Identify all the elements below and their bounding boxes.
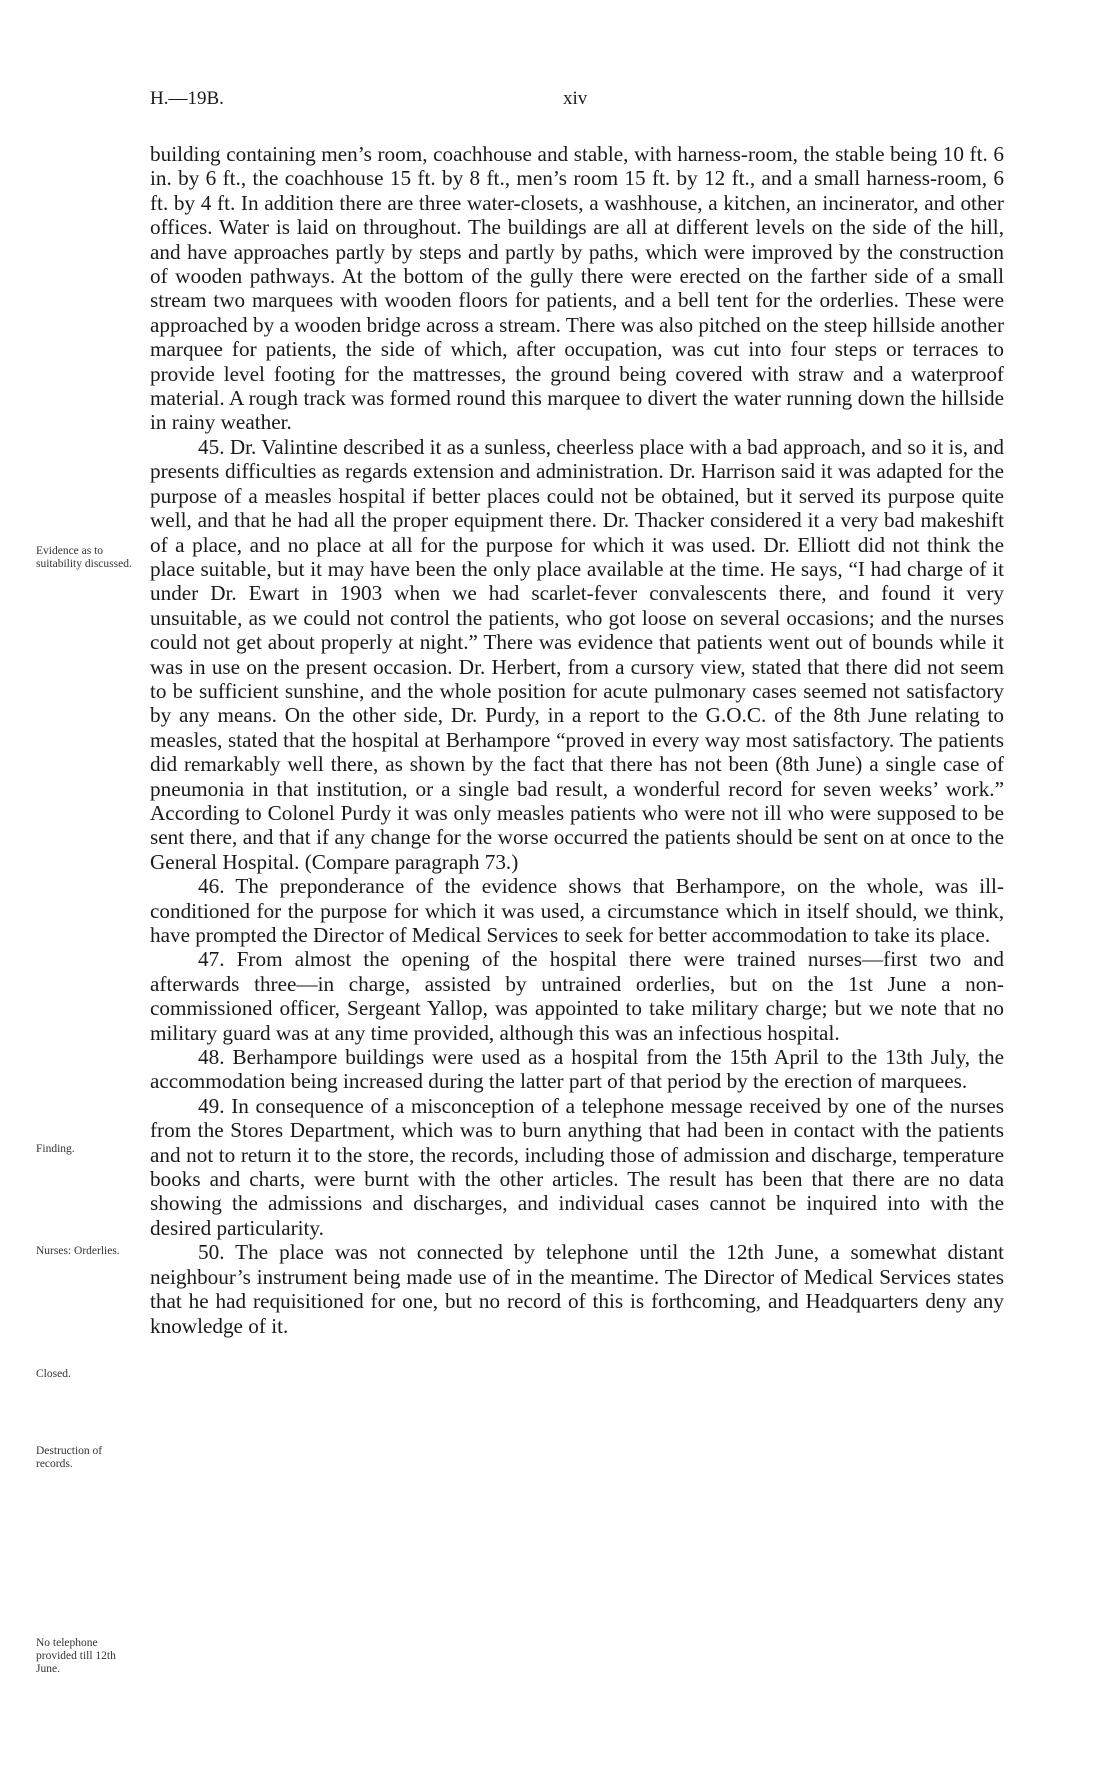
paragraph-49: 49. In consequence of a misconception of a telephone message received by one of the nurses from the Stores Department, which was to burn anything that had been in contact with the patients and not to return it to the store, the records, including those of admission and discharge, temperature books and charts, were burnt with the other articles. The result has been that there are no data showing the admissions and discharges, and individual cases cannot be inquired into with the desired particularity.: [150, 1093, 1004, 1240]
margin-note-finding: Finding.: [36, 1143, 75, 1155]
paragraph-48: 48. Berhampore buildings were used as a hospital from the 15th April to the 13th July, the accommodation being increased during the latter part of that period by the erection of marquees.: [150, 1045, 1004, 1094]
page-header: [0, 88, 1114, 122]
margin-note-records: Destruction of records.: [36, 1445, 103, 1470]
paragraph-50: 50. The place was not connected by telephone until the 12th June, a somewhat distant neighbour’s instrument being made use of in the meantime. The Director of Medical Services states that he had requisitioned for one, but no record of this is forthcoming, and Headquarters deny any knowledge of it.: [150, 1240, 1004, 1338]
paragraph-47: 47. From almost the opening of the hospital there were trained nurses—first two and afterwards three—in charge, assisted by untrained orderlies, but on the 1st June a non-commissioned officer, Sergeant Yallop, was appointed to take military charge; but we note that no military guard was at any time provided, although this was an infectious hospital.: [150, 947, 1004, 1045]
body-text: [150, 142, 1004, 1338]
paragraph-46: 46. The preponderance of the evidence shows that Berhampore, on the whole, was ill-conditioned for the purpose for which it was used, a circumstance which in itself should, we think, have prompted the Director of Medical Services to seek for better accommodation to take its place.: [150, 874, 1004, 947]
paragraph-45: 45. Dr. Valintine described it as a sunless, cheerless place with a bad approach, and so it is, and presents difficulties as regards extension and administration. Dr. Harrison said it was adapted for the purpose of a measles hospital if better places could not be obtained, but it served its purpose quite well, and that he had all the proper equipment there. Dr. Thacker considered it a very bad makeshift of a place, and no place at all for the purpose for which it was used. Dr. Elliott did not think the place suitable, but it may have been the only place available at the time. He says, “I had charge of it under Dr. Ewart in 1903 when we had scarlet-fever convalescents there, and found it very unsuitable, as we could not control the patients, who got loose on several occasions; and the nurses could not get about properly at night.” There was evidence that patients went out of bounds while it was in use on the present occasion. Dr. Herbert, from a cursory view, stated that there did not seem to be sufficient sunshine, and the whole position for acute pulmonary cases seemed not satisfactory by any means. On the other side, Dr. Purdy, in a report to the G.O.C. of the 8th June relating to measles, stated that the hospital at Berhampore “proved in every way most satisfactory. The patients did remarkably well there, as shown by the fact that there has not been (8th June) a single case of pneumonia in that institution, or a single bad result, a wonderful record for seven weeks’ work.” According to Colonel Purdy it was only measles patients who were not ill who were supposed to be sent there, and that if any change for the worse occurred the patients should be sent on at once to the General Hospital. (Compare paragraph 73.): [150, 434, 1004, 874]
margin-note-nurses: Nurses: Orderlies.: [36, 1245, 120, 1257]
margin-note-telephone: No telephone provided till 12th June.: [36, 1637, 116, 1675]
margin-note-evidence: Evidence as to suitability discussed.: [36, 545, 132, 570]
margin-note-closed: Closed.: [36, 1368, 71, 1380]
page-number: xiv: [563, 88, 588, 109]
document-code: H.—19B.: [150, 88, 224, 109]
paragraph-continued: building containing men’s room, coachhouse and stable, with harness-room, the stable being 10 ft. 6 in. by 6 ft., the coachhouse 15 ft. by 8 ft., men’s room 15 ft. by 12 ft., and a small harness-room, 6 ft. by 4 ft. In addition there are three water-closets, a washhouse, a kitchen, an incinerator, and other offices. Water is laid on throughout. The buildings are all at different levels on the side of the hill, and have approaches partly by steps and partly by paths, which were improved by the construction of wooden pathways. At the bottom of the gully there were erected on the farther side of a small stream two marquees with wooden floors for patients, and a bell tent for the orderlies. These were approached by a wooden bridge across a stream. There was also pitched on the steep hillside another marquee for patients, the side of which, after occupation, was cut into four steps or terraces to provide level footing for the mattresses, the ground being covered with straw and a waterproof material. A rough track was formed round this marquee to divert the water running down the hillside in rainy weather.: [150, 142, 1004, 435]
